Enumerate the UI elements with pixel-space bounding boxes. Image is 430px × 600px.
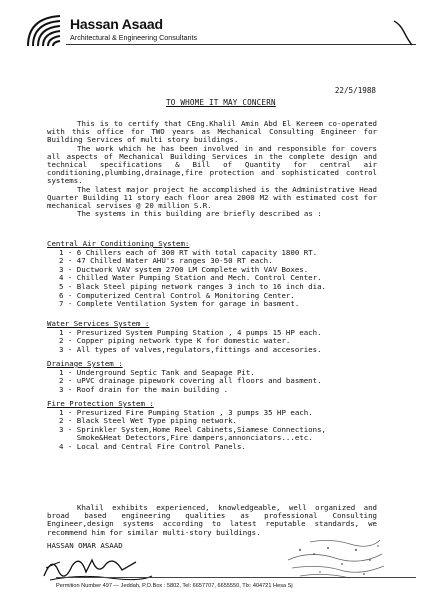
list-item: 1 - Underground Septic Tank and Seapage Pit. xyxy=(59,367,255,377)
list-item: 1 - Presurized Fire Pumping Station , 3 pumps 35 HP each. xyxy=(59,407,313,417)
list-item: 5 - Black Steel piping network ranges 3 inch to 16 inch dia. xyxy=(59,281,326,291)
letter-date: 22/5/1988 xyxy=(334,86,376,95)
list-item: 2 - 47 Chilled Water AHU's ranges 30-50 RT each. xyxy=(59,256,273,266)
signer-name: HASSAN OMAR ASAAD xyxy=(47,541,123,550)
company-name: Hassan Asaad xyxy=(70,16,163,32)
company-subtitle: Architectural & Engineering Consultants xyxy=(70,33,198,42)
company-logo-icon xyxy=(26,14,64,48)
letter-subject: TO WHOME IT MAY CONCERN xyxy=(166,98,276,107)
section-title: Central Air Conditioning System: xyxy=(47,239,190,248)
section-title: Fire Protection System : xyxy=(47,399,154,408)
list-item: 2 - Copper piping network type K for domestic water. xyxy=(59,336,291,346)
letterhead-footer: Permition Number 497 — Jeddah, P.O.Box : 5802, Tel: 6657707, 6655550, Tlx: 404721 Hesa Sj xyxy=(56,583,293,589)
official-stamp-icon xyxy=(280,520,390,590)
list-item: 6 - Computerized Central Control & Monitoring Center. xyxy=(59,290,295,300)
footer-divider xyxy=(56,577,416,578)
intro-paragraph-2: The work which he has been involved in and responsible for covers all aspects of Mechanical Building Services in the complete design and technical specifications & Bill of Quantity for central air conditioning,plumbing,drainage,fire protection and sophisticated control systems. xyxy=(47,143,377,186)
section-title: Drainage System : xyxy=(47,359,123,368)
letterhead-divider xyxy=(66,44,416,45)
list-item: 2 - uPVC drainage pipework covering all floors and basment. xyxy=(59,376,322,386)
intro-paragraph-3: The latest major project he accomplished is the Administrative Head Quarter Building 11 story each floor area 2000 M2 with estimated cost for mechanical servises @ 20 million S.R. xyxy=(47,184,377,211)
list-item: 4 - Chilled Water Pumping Station and Mech. Control Center. xyxy=(59,273,322,283)
section-drainage xyxy=(47,360,322,394)
section-title: Water Services System : xyxy=(47,319,150,328)
section-air-conditioning xyxy=(47,240,326,309)
section-fire-protection xyxy=(47,400,326,452)
list-item: Smoke&Heat Detectors,Fire dampers,annonciators...etc. xyxy=(59,433,313,443)
list-item: 3 - Ductwork VAV system 2700 LM Complete with VAV Boxes. xyxy=(59,264,309,274)
list-item: 7 - Complete Ventilation System for garage in basment. xyxy=(59,299,300,309)
section-water-services xyxy=(47,320,322,354)
letter-body xyxy=(47,120,377,218)
list-item: 1 - Presurized System Pumping Station , 4 pumps 15 HP each. xyxy=(59,327,322,337)
list-item: 3 - Sprinkler System,Home Reel Cabinets,Siamese Connections, xyxy=(59,424,326,434)
list-item: 1 - 6 Chillers each of 300 RT with total capacity 1800 RT. xyxy=(59,247,318,257)
intro-paragraph-4: The systems in this building are briefly described as : xyxy=(77,209,322,219)
list-item: 2 - Black Steel Wet Type piping network. xyxy=(59,416,237,426)
intro-paragraph-1: This is to certify that CEng.Khalil Amin Abd El Kereem co-operated with this office for TWO years as Mechanical Consulting Engineer for Building Services of multi story buildings. xyxy=(47,119,377,145)
handwritten-signature-icon xyxy=(40,546,160,586)
list-item: 3 - All types of valves,regulators,fittings and accesories. xyxy=(59,344,322,354)
list-item: 3 - Roof drain for the main building . xyxy=(59,384,229,394)
list-item: 4 - Local and Central Fire Control Panels. xyxy=(59,441,246,451)
closing-paragraph: Khalil exhibits experienced, knowledgeable, well organized and broad based engineering qualities as professional Consulting Engineer,design systems according to latest reputable standards, we recommend him for similar multi-story buildings. xyxy=(47,503,377,537)
pen-mark-icon xyxy=(392,18,414,48)
